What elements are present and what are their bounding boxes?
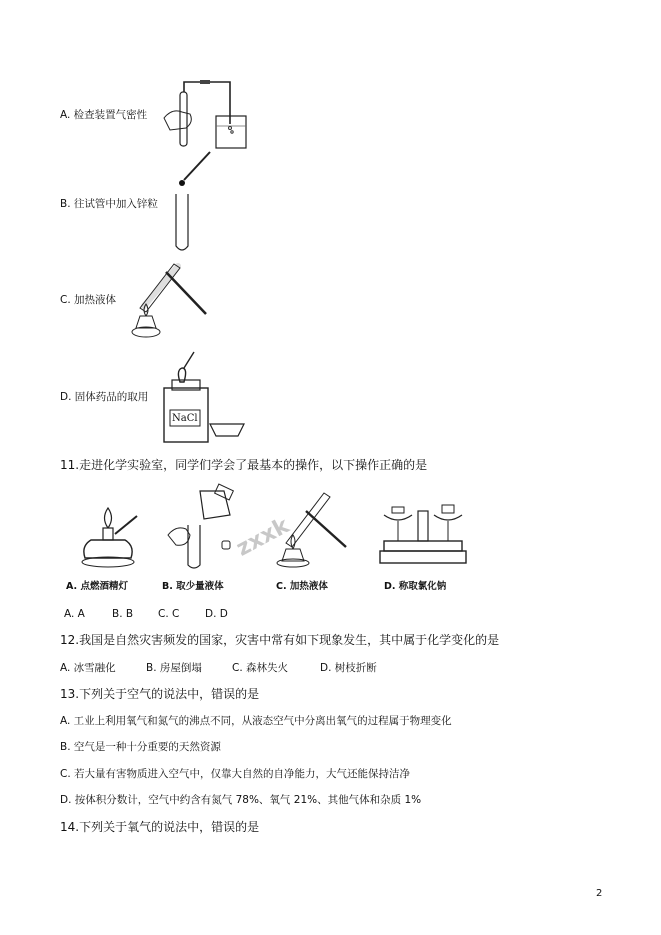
q11-answer-b: B. B — [112, 608, 134, 620]
q13-option-b: B. 空气是一种十分重要的天然资源 — [60, 741, 221, 753]
q11-answer-d: D. D — [205, 608, 228, 620]
heating-liquid-figure — [122, 258, 212, 343]
q11-figure-a-alcohol-lamp — [75, 490, 145, 570]
test-tube-zinc-figure — [170, 150, 220, 255]
q11-stem: 11.走进化学实验室，同学们学会了最基本的操作，以下操作正确的是 — [60, 458, 428, 472]
q11-answer-a: A. A — [64, 608, 85, 620]
q11-figure-d-balance — [378, 495, 468, 570]
page-number: 2 — [596, 888, 603, 899]
option-b-text: B. 往试管中加入锌粒 — [60, 198, 158, 210]
q12-option-c: C. 森林失火 — [232, 662, 289, 674]
q13-option-c: C. 若大量有害物质进入空气中，仅靠大自然的自净能力，大气还能保持洁净 — [60, 768, 411, 780]
airtightness-apparatus-figure — [160, 78, 250, 150]
q13-option-a: A. 工业上利用氧气和氮气的沸点不同，从液态空气中分离出氧气的过程属于物理变化 — [60, 715, 452, 727]
option-d-text: D. 固体药品的取用 — [60, 391, 149, 403]
q13-stem: 13.下列关于空气的说法中，错误的是 — [60, 687, 260, 701]
q11-figure-c-heating — [272, 485, 352, 570]
option-c-text: C. 加热液体 — [60, 294, 117, 306]
q11-caption-d: D. 称取氯化钠 — [384, 581, 447, 592]
q13-option-d: D. 按体积分数计，空气中约含有氮气 78%、氧气 21%、其他气体和杂质 1% — [60, 794, 422, 806]
q11-answer-c: C. C — [158, 608, 180, 620]
q11-figure-b-liquid — [160, 485, 245, 570]
q12-option-a: A. 冰雪融化 — [60, 662, 116, 674]
q12-option-b: B. 房屋倒塌 — [146, 662, 202, 674]
q11-caption-c: C. 加热液体 — [276, 581, 328, 592]
option-a-text: A. 检查装置气密性 — [60, 109, 148, 121]
q11-caption-b: B. 取少量液体 — [162, 581, 224, 592]
nacl-label: NaCl — [172, 413, 198, 424]
q12-stem: 12.我国是自然灾害频发的国家，灾害中常有如下现象发生，其中属于化学变化的是 — [60, 633, 500, 647]
q11-caption-a: A. 点燃酒精灯 — [66, 581, 128, 592]
q14-stem: 14.下列关于氧气的说法中，错误的是 — [60, 820, 260, 834]
q12-option-d: D. 树枝折断 — [320, 662, 377, 674]
solid-reagent-figure — [160, 350, 250, 445]
watermark: zxxk — [232, 513, 294, 562]
